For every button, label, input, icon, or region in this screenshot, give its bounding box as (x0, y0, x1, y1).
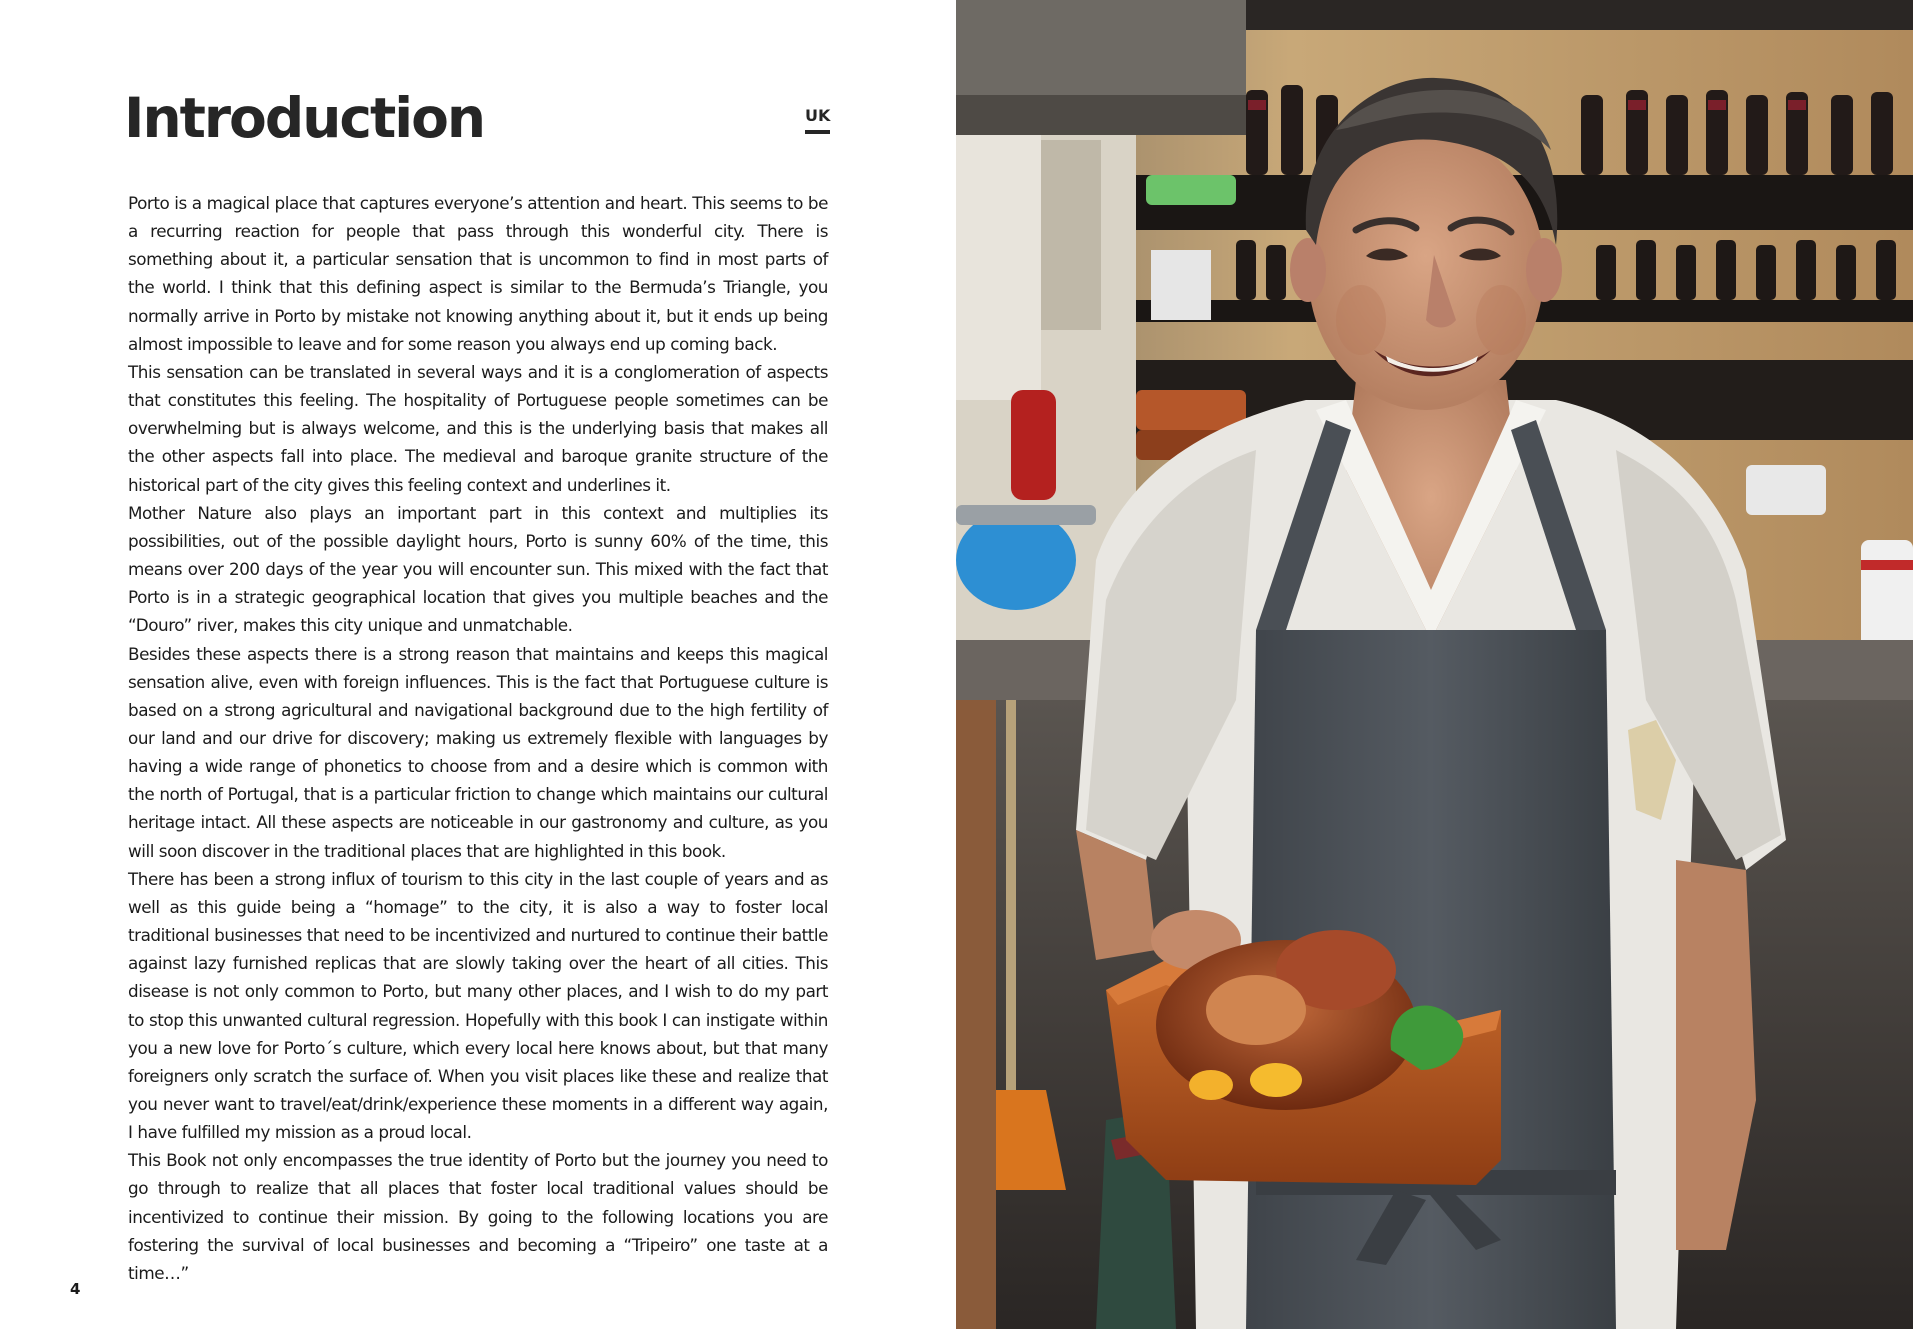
text-page (0, 0, 956, 1329)
chef-photo (956, 0, 1913, 1329)
photo-page (956, 0, 1913, 1329)
paragraph: Mother Nature also plays an important part in this context and multiplies its possibilities, out of the possible daylight hours, Porto is sunny 60% of the time, this means over 200 days of the year you will encounter sun. This mixed with the fact that Porto is in a strategic geographical location that gives you multiple beaches and the “Douro” river, makes this city unique and unmatchable. (128, 502, 828, 636)
paragraph: This Book not only encompasses the true identity of Porto but the journey you need to go through to realize that all places that foster local traditional values should be incentivized to continue their mission. By going to the following locations you are fostering the survival of local businesses and becoming a “Tripeiro” one taste at a time…” (128, 1150, 828, 1283)
paragraph: Porto is a magical place that captures everyone’s attention and heart. This seems to be a recurring reaction for people that pass through this wonderful city. There is something about it, a particular sensation that is uncommon to find in most parts of the world. I think that this defining aspect is similar to the Bermuda’s Triangle, you normally arrive in Porto by mistake not knowing anything about it, but it ends up being almost impossible to leave and for some reason you always end up coming back. (128, 193, 828, 354)
page-number: 4 (70, 1280, 81, 1298)
body-text (128, 189, 828, 1287)
page-title: Introduction (124, 86, 485, 150)
language-tag: UK (805, 106, 830, 134)
paragraph: Besides these aspects there is a strong reason that maintains and keeps this magical sensation alive, even with foreign influences. This is the fact that Portuguese culture is based on a strong agricultural and navigational background due to the high fertility of our land and our drive for discovery; making us extremely flexible with languages by having a wide range of phonetics to choose from and a desire which is common with the north of Portugal, that is a particular friction to change which maintains our cultural heritage intact. All these aspects are noticeable in our gastronomy and culture, as you will soon discover in the traditional places that are highlighted in this book. (128, 643, 828, 861)
paragraph: There has been a strong influx of tourism to this city in the last couple of years and as well as this guide being a “homage” to the city, it is also a way to foster local traditional businesses that need to be incentivized and nurtured to continue their battle against lazy furnished replicas that are slowly taking over the heart of all cities. This disease is not only common to Porto, but many other places, and I wish to do my part to stop this unwanted cultural regression. Hopefully with this book I can instigate within you a new love for Porto´s culture, which every local here knows about, but that many foreigners only scratch the surface of. When you visit places like these and realize that you never want to travel/eat/drink/experience these moments in a different way again, I have fulfilled my mission as a proud local. (128, 868, 828, 1143)
paragraph: This sensation can be translated in several ways and it is a conglomeration of aspects that constitutes this feeling. The hospitality of Portuguese people sometimes can be overwhelming but is always welcome, and this is the underlying basis that makes all the other aspects fall into place. The medieval and baroque granite structure of the historical part of the city gives this feeling context and underlines it. (128, 361, 828, 495)
